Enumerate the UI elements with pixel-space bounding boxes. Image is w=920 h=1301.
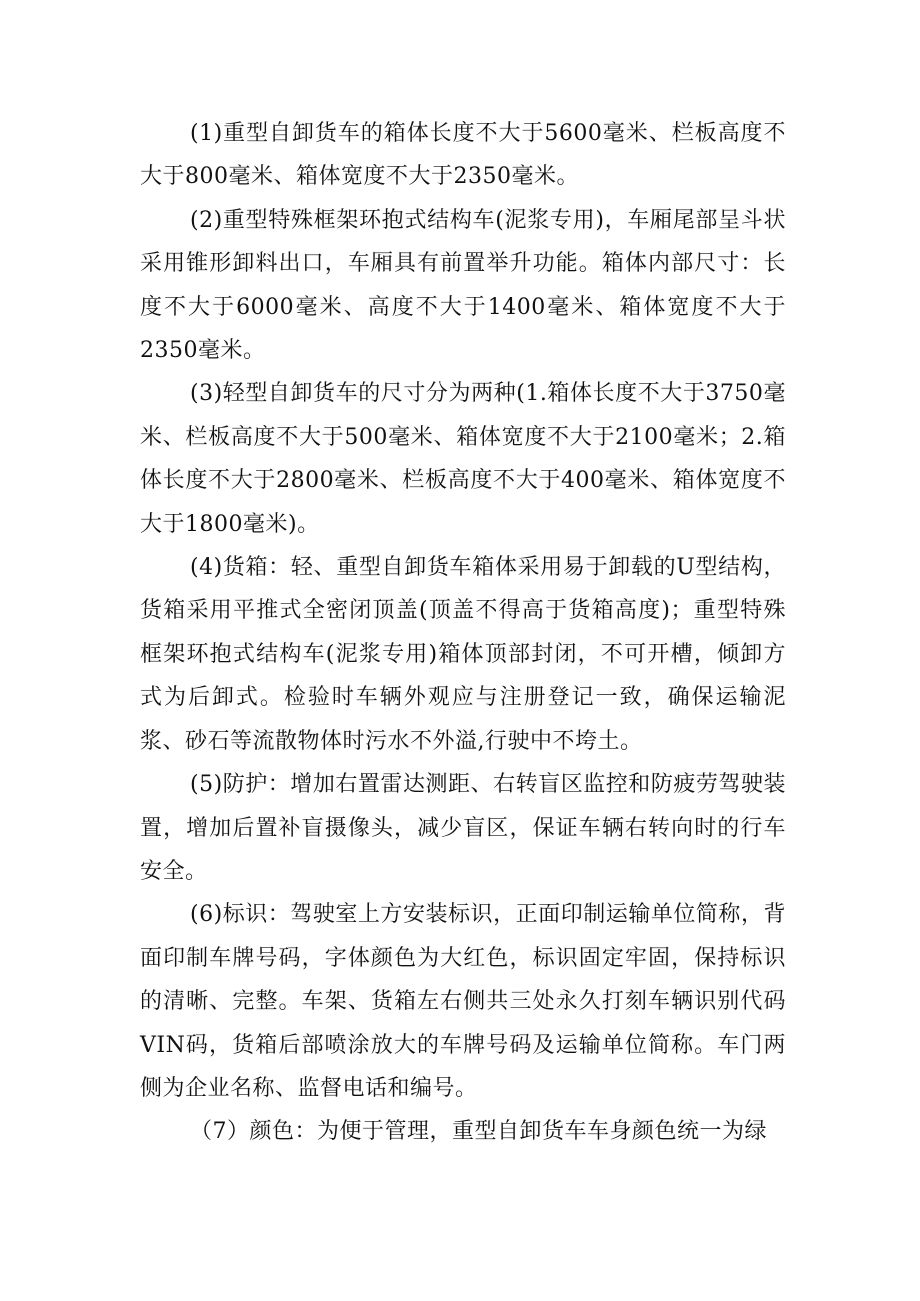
paragraph-2-special-frame-truck: (2)重型特殊框架环抱式结构车(泥浆专用)，车厢尾部呈斗状采用锥形卸料出口，车厢具有前置举升功能。箱体内部尺寸：长度不大于6000毫米、高度不大于1400毫米、箱体宽度不大于2350毫米。 [140,207,786,364]
paragraph-6-identification: (6)标识：驾驶室上方安装标识，正面印制运输单位简称，背面印制车牌号码，字体颜色为大红色，标识固定牢固，保持标识的清晰、完整。车架、货箱左右侧共三处永久打刻车辆识别代码VIN码，货箱后部喷涂放大的车牌号码及运输单位简称。车门两侧为企业名称、监督电话和编号。 [140,902,786,1101]
paragraph-3-light-dump-truck-size: (3)轻型自卸货车的尺寸分为两种(1.箱体长度不大于3750毫米、栏板高度不大于500毫米、箱体宽度不大于2100毫米；2.箱体长度不大于2800毫米、栏板高度不大于400毫米、箱体宽度不大于1800毫米)。 [140,381,786,537]
paragraph-1-heavy-dump-truck-size: (1)重型自卸货车的箱体长度不大于5600毫米、栏板高度不大于800毫米、箱体宽度不大于2350毫米。 [140,121,786,190]
paragraph-7-color: （7）颜色：为便于管理，重型自卸货车车身颜色统一为绿 [190,1119,767,1145]
paragraph-5-protection: (5)防护：增加右置雷达测距、右转盲区监控和防疲劳驾驶装置，增加后置补盲摄像头，减少盲区，保证车辆右转向时的行车安全。 [140,772,786,884]
document-body [140,112,786,1154]
paragraph-4-cargo-box: (4)货箱：轻、重型自卸货车箱体采用易于卸载的U型结构，货箱采用平推式全密闭顶盖(顶盖不得高于货箱高度)；重型特殊框架环抱式结构车(泥浆专用)箱体顶部封闭，不可开槽，倾卸方式为后卸式。检验时车辆外观应与注册登记一致，确保运输泥浆、砂石等流散物体时污水不外溢,行驶中不垮土。 [140,555,786,754]
